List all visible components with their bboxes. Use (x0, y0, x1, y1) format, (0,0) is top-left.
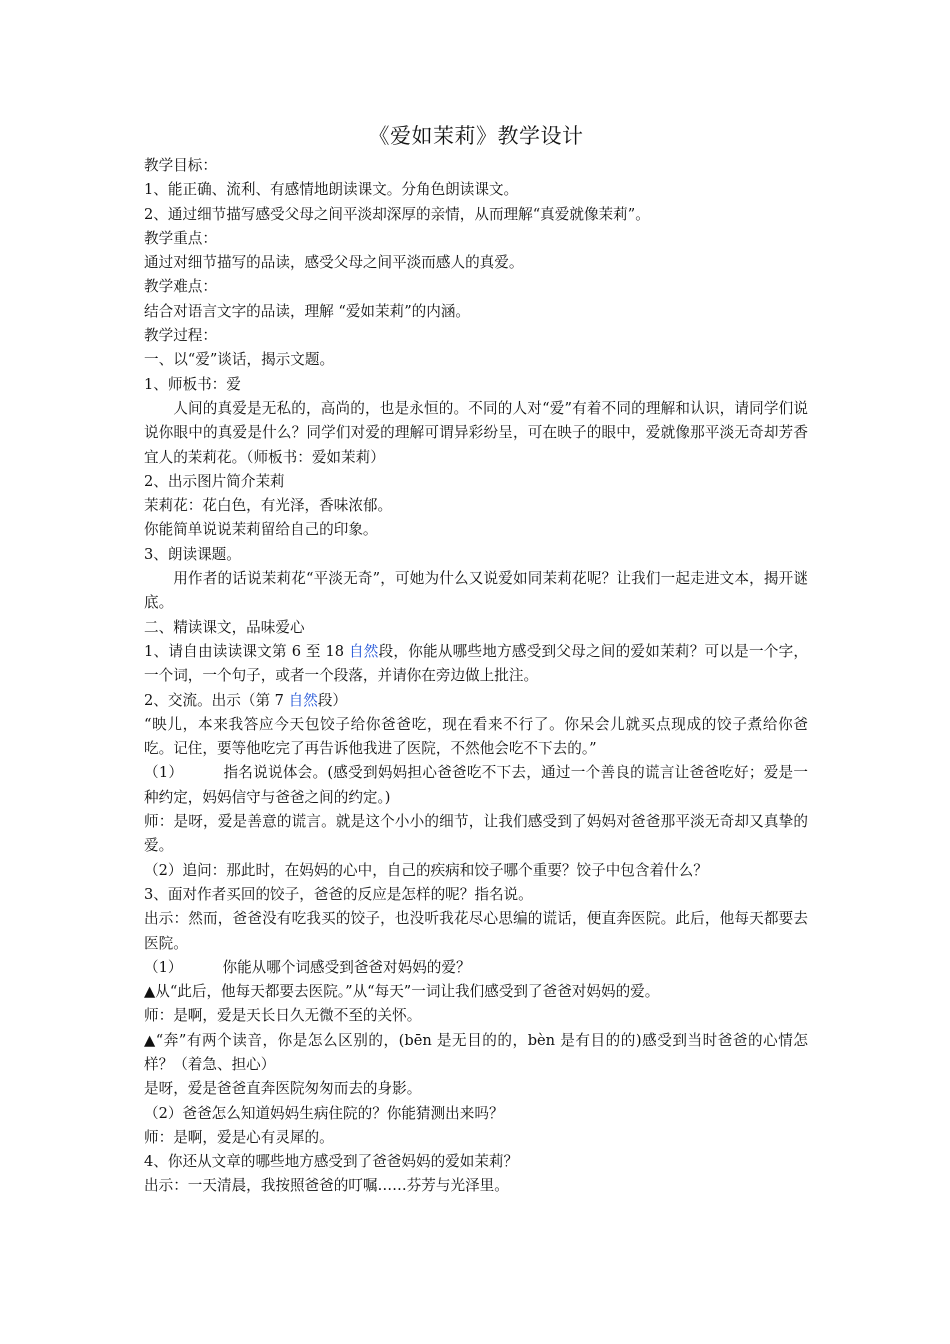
document-title: 《爱如茉莉》教学设计 (368, 124, 584, 148)
goal-1: 1、能正确、流利、有感情地朗读课文。分角色朗读课文。 (144, 181, 519, 199)
document-page (144, 118, 808, 1199)
part2-show: 出示：然而，爸爸没有吃我买的饺子，也没听我花尽心思编的谎话，便直奔医院。此后，他每天都要去医院。 (144, 910, 808, 952)
part1-question: 你能简单说说茉莉留给自己的印象。 (144, 521, 378, 539)
part2-step1-highlight: 自然 (348, 642, 379, 660)
part2-step1-text-a: 1、请自由读读课文第 6 至 18 (144, 642, 349, 660)
part2-step2-highlight: 自然 (288, 691, 318, 709)
part2-step4: 4、你还从文章的哪些地方感受到了爸爸妈妈的爱如茉莉？ (144, 1153, 519, 1171)
part2-step1-text-b: 段，你能从哪些地方感受到父母之间的爱如茉莉？可以是一个字，一个词，一个句子，或者一个段落，并请你在旁边做上批注。 (144, 642, 808, 685)
part2-q1-number: （1） (144, 764, 184, 782)
teacher-comment-1: 师：是呀，爱是善意的谎言。就是这个小小的细节，让我们感受到了妈妈对爸爸那平淡无奇却又真挚的爱。 (144, 813, 808, 855)
part2-show-2: 出示：一天清晨，我按照爸爸的叮嘱……芬芳与光泽里。 (144, 1177, 509, 1195)
teacher-comment-3: 师：是啊，爱是心有灵犀的。 (144, 1128, 334, 1146)
part1-step3: 3、朗读课题。 (144, 545, 241, 563)
mother-quote: “映儿，本来我答应今天包饺子给你爸爸吃，现在看来不行了。你呆会儿就买点现成的饺子煮给你爸吃。记住，要等他吃完了再告诉他我进了医院，不然他会吃不下去的。” (144, 715, 808, 758)
jasmine-description: 茉莉花：花白色，有光泽，香味浓郁。 (144, 497, 393, 515)
part2-q1-text: 指名说说体会。(感受到妈妈担心爸爸吃不下去，通过一个善良的谎言让爸爸吃好；爱是一种约定，妈妈信守与爸爸之间的约定。) (144, 764, 808, 806)
triangle-point-1: ▲从“此后，他每天都要去医院。”从“每天”一词让我们感受到了爸爸对妈妈的爱。 (144, 983, 660, 1001)
part2-step3: 3、面对作者买回的饺子，爸爸的反应是怎样的呢？指名说。 (144, 885, 533, 903)
part2-q2: （2）追问：那此时，在妈妈的心中，自己的疾病和饺子哪个重要？饺子中包含着什么？ (144, 861, 708, 879)
key-text: 通过对细节描写的品读，感受父母之间平淡而感人的真爱。 (144, 254, 524, 272)
part2-q3-text: 你能从哪个词感受到爸爸对妈妈的爱？ (222, 958, 471, 976)
teacher-comment-2: 师：是啊，爱是天长日久无微不至的关怀。 (144, 1007, 422, 1025)
part1-paragraph1: 人间的真爱是无私的，高尚的，也是永恒的。不同的人对“爱”有着不同的理解和认识，请同学们说说你眼中的真爱是什么？同学们对爱的理解可谓异彩纷呈，可在映子的眼中，爱就像那平淡无奇却芳香宜人的茉莉花。（师板书：爱如茉莉） (144, 399, 808, 466)
part2-step2-text-b: 段） (317, 691, 348, 709)
part2-q3 (144, 956, 808, 980)
part1-heading: 一、以“爱”谈话，揭示文题。 (144, 351, 335, 369)
part2-step2 (144, 689, 808, 713)
part2-q1 (144, 761, 808, 810)
triangle-point-2: ▲“奔”有两个读音，你是怎么区别的，(bēn 是无目的的，bèn 是有目的的)感受到当时爸爸的心情怎样？（着急、担心） (144, 1031, 808, 1073)
difficulty-heading: 教学难点： (144, 278, 217, 296)
part1-paragraph2: 用作者的话说茉莉花“平淡无奇”，可她为什么又说爱如同茉莉花呢？让我们一起走进文本，揭开谜底。 (144, 570, 808, 612)
goals-heading: 教学目标： (144, 157, 217, 174)
difficulty-text: 结合对语言文字的品读，理解 “爱如茉莉”的内涵。 (144, 302, 471, 320)
part2-yes: 是呀，爱是爸爸直奔医院匆匆而去的身影。 (144, 1080, 422, 1098)
process-heading: 教学过程： (144, 327, 217, 345)
part2-q4: （2）爸爸怎么知道妈妈生病住院的？你能猜测出来吗？ (144, 1104, 504, 1122)
part2-step2-text-a: 2、交流。出示（第 7 (144, 691, 289, 709)
part2-heading: 二、精读课文，品味爱心 (144, 618, 305, 636)
goal-2: 2、通过细节描写感受父母之间平淡却深厚的亲情，从而理解“真爱就像茉莉”。 (144, 205, 650, 223)
part2-q3-number: （1） (144, 958, 183, 976)
key-heading: 教学重点： (144, 229, 217, 247)
part1-step2: 2、出示图片简介茉莉 (144, 472, 285, 490)
part2-step1 (144, 640, 808, 689)
part1-step1: 1、师板书：爱 (144, 375, 241, 393)
